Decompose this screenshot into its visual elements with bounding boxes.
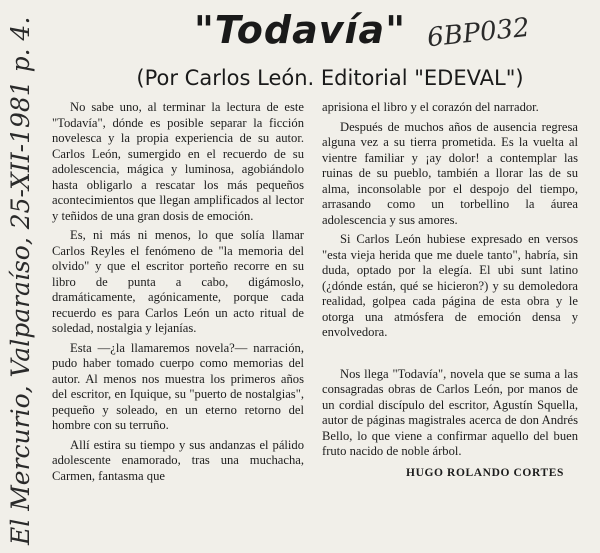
paragraph: No sabe uno, al terminar la lectura de este "Todavía", dónde es posible separar la ficción novelesca y la propia experiencia de su autor. Carlos León, sumergido en el recuerdo de su adolescencia, mágica y luminosa, agobiándolo hasta obligarlo a rescatar los más pequeños acontecimientos que llegan amplificados al lector y teñidos de una gran dosis de emoción.: [52, 100, 304, 223]
right-column: [322, 100, 578, 481]
paragraph: Si Carlos León hubiese expresado en versos "esta vieja herida que me duele tanto", habría, sin duda, optado por la elegía. El ubi sunt latino (¿dónde están, qué se hicieron?) y su demoledora realidad, golpea cada página de esta obra y le otorga una atmósfera de emoción densa y envolvedora.: [322, 232, 578, 339]
paragraph: Después de muchos años de ausencia regresa alguna vez a su tierra prometida. Es la vuelta al vientre familiar y ¡ay dolor! a contemplar las ruinas de su pueblo, también a llorar las de su alma, inconsolable por el despojo del tiempo, arrasando como un torbellino la áurea adolescencia y sus amores.: [322, 119, 578, 227]
author-byline: HUGO ROLANDO CORTES: [406, 466, 564, 479]
archive-code: 6BP032: [425, 12, 532, 54]
paragraph: aprisiona el libro y el corazón del narrador.: [322, 100, 539, 114]
source-annotation: El Mercurio, Valparaíso, 25-XII-1981 p. 4.: [6, 16, 35, 545]
paragraph-gap: [322, 345, 578, 367]
paragraph: Nos llega "Todavía", novela que se suma a las consagradas obras de Carlos León, por manos de un cordial discípulo del escritor, Agustín Squella, autor de páginas magistrales acerca de don Andrés Bello, lo que viene a confirmar aquello del buen fruto nacido de noble árbol.: [322, 366, 578, 458]
article-title: "Todavía": [193, 8, 406, 52]
article-subtitle: (Por Carlos León. Editorial "EDEVAL"): [136, 66, 524, 90]
paragraph: Es, ni más ni menos, lo que solía llamar Carlos Reyles el fenómeno de "la memoria del olvido" y que el escritor porteño recorre en su libro de punta a cabo, digámoslo, dramáticamente, agónicamente, porque cada recuerdo es para Carlos León un acto ritual de soledad, nostalgia y lejanías.: [52, 228, 304, 335]
paragraph: Allí estira su tiempo y sus andanzas el pálido adolescente enamorado, tras una muchacha, Carmen, fantasma que: [52, 437, 304, 483]
left-column: [52, 100, 304, 488]
paragraph: Esta —¿la llamaremos novela?— narración, pudo haber tomado cuerpo como memorias del autor. Al menos nos muestra los primeros años del escritor, en Iquique, su "puerto de nostalgias", pequeño y soleado, en un eterno retorno del hombre con su terruño.: [52, 340, 304, 432]
